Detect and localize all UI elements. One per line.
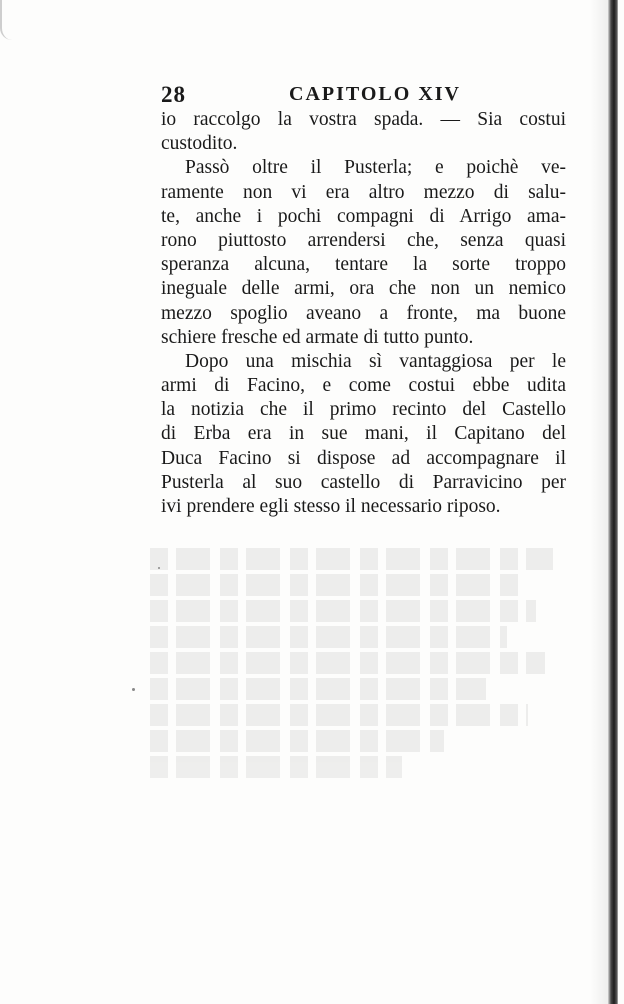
chapter-title: CAPITOLO XIV (289, 83, 461, 105)
page-corner-mark (0, 0, 16, 40)
page-number: 28 (161, 82, 186, 107)
paper-speck (158, 567, 160, 569)
text-line: speranza alcuna, tentare la sorte troppo (161, 254, 566, 276)
text-line: io raccolgo la vostra spada. — Sia costui (161, 109, 566, 130)
paragraph-first-line: Dopo una mischia sì vantaggiosa per le (185, 350, 566, 372)
text-line: schiere fresche ed armate di tutto punto. (161, 326, 474, 348)
paragraph-first-line: Passò oltre il Pusterla; e poichè ve- (185, 157, 566, 179)
text-line: rono piuttosto arrendersi che, senza quasi (161, 229, 566, 251)
text-line: mezzo spoglio aveano a fronte, ma buone (161, 302, 566, 324)
binding-shadow (590, 0, 608, 1004)
text-line: ramente non vi era altro mezzo di salu- (161, 181, 566, 203)
text-line: armi di Facino, e come costui ebbe udita (161, 375, 566, 397)
text-line: custodito. (161, 133, 238, 155)
binding-edge (608, 0, 618, 1004)
text-line: la notizia che il primo recinto del Castello (161, 399, 566, 421)
paper-speck (132, 688, 135, 691)
body-text (161, 108, 566, 519)
text-line: ineguale delle armi, ora che non un nemico (161, 278, 566, 300)
text-line: Pusterla al suo castello di Parravicino per (161, 471, 566, 493)
text-line: di Erba era in sue mani, il Capitano del (161, 423, 566, 445)
text-line: Duca Facino si dispose ad accompagnare il (161, 447, 566, 469)
show-through-text (150, 548, 570, 798)
text-line: ivi prendere egli stesso il necessario riposo. (161, 496, 501, 517)
text-line: te, anche i pochi compagni di Arrigo ama- (161, 205, 566, 227)
